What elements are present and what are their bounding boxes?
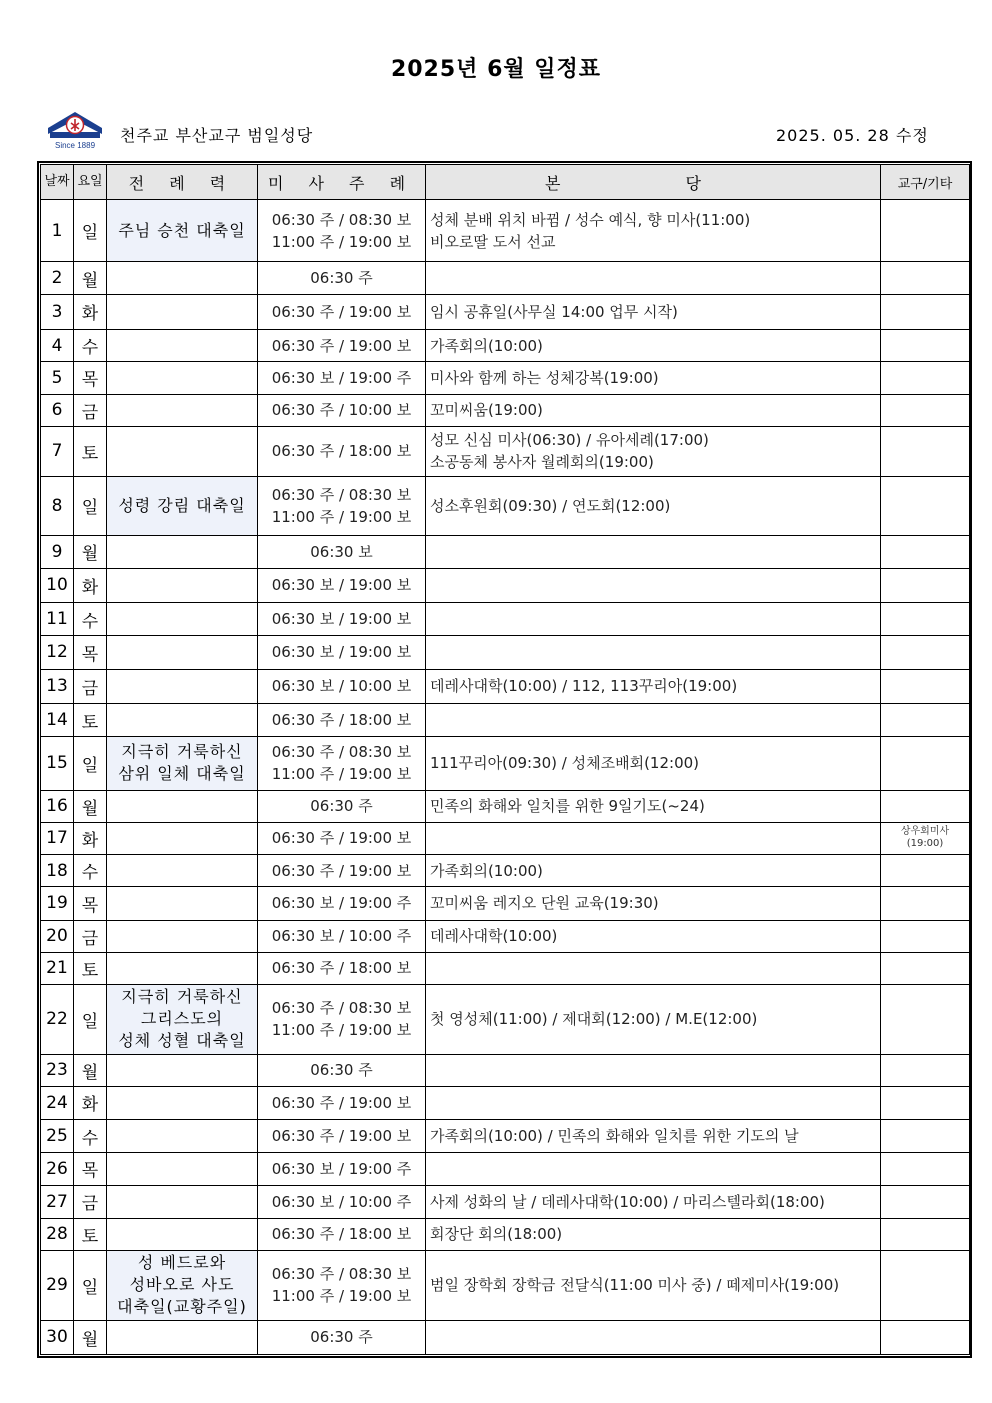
mass-line: 06:30 주 / 18:00 보 (271, 711, 412, 729)
main-line: 성모 신심 미사(06:30) / 유아세례(17:00) (430, 431, 709, 450)
parish-event-cell (426, 669, 881, 703)
diocese-event-cell (881, 603, 970, 636)
diocese-event-cell (881, 1218, 970, 1250)
parish-event-cell (426, 535, 881, 568)
mass-cell (258, 737, 426, 790)
table-row (41, 200, 970, 262)
weekday-cell: 월 (74, 1320, 107, 1354)
mass-line: 06:30 보 (310, 542, 373, 561)
liturgy-cell (107, 1086, 258, 1119)
table-row (41, 985, 970, 1055)
parish-event-cell (426, 1120, 881, 1153)
mass-cell (258, 1120, 426, 1153)
main-line: 성소후원회(09:30) / 연도회(12:00) (430, 496, 671, 515)
mass-cell (258, 1320, 426, 1354)
table-row (41, 636, 970, 669)
table-row (41, 669, 970, 703)
mass-line: 06:30 주 / 10:00 보 (271, 401, 412, 420)
day-cell: 13 (41, 669, 74, 703)
day-cell: 9 (41, 535, 74, 568)
main-line: 111꾸리아(09:30) / 성체조배회(12:00) (430, 754, 700, 773)
liturgy-cell (107, 952, 258, 984)
parish-event-cell (426, 1251, 881, 1321)
diocese-event-cell (881, 394, 970, 426)
main-line: 비오로딸 도서 선교 (430, 232, 556, 251)
schedule-table (40, 164, 970, 1355)
diocese-event-cell (881, 1251, 970, 1321)
day-cell: 25 (41, 1120, 74, 1153)
table-row (41, 394, 970, 426)
mass-cell (258, 887, 426, 920)
mass-line: 06:30 주 / 08:30 보 (271, 743, 412, 762)
day-cell: 8 (41, 477, 74, 535)
schedule-body (41, 200, 970, 1355)
mass-line: 11:00 주 / 19:00 보 (271, 1021, 412, 1040)
diocese-event-cell (881, 294, 970, 329)
page-title: 2025년 6월 일정표 (390, 57, 602, 82)
weekday-cell: 토 (74, 703, 107, 736)
mass-line: 06:30 주 / 18:00 보 (271, 442, 412, 461)
day-cell: 19 (41, 887, 74, 920)
table-row (41, 1054, 970, 1086)
schedule-table-frame (37, 161, 972, 1358)
header-liturgy: 전 례 력 (107, 165, 258, 200)
liturgy-cell (107, 1218, 258, 1250)
day-cell: 16 (41, 790, 74, 822)
mass-cell (258, 1218, 426, 1250)
weekday-cell: 목 (74, 1153, 107, 1185)
diocese-event-cell (881, 855, 970, 887)
weekday-cell: 금 (74, 1185, 107, 1218)
mass-line: 06:30 보 / 10:00 주 (271, 1192, 412, 1211)
liturgy-cell (107, 362, 258, 394)
main-line: 민족의 화해와 일치를 위한 9일기도(~24) (430, 797, 705, 816)
day-cell: 4 (41, 330, 74, 362)
table-row (41, 362, 970, 394)
table-row (41, 1218, 970, 1250)
day-cell: 28 (41, 1218, 74, 1250)
parish-event-cell (426, 1320, 881, 1354)
mass-line: 06:30 보 / 10:00 보 (271, 677, 412, 696)
mass-line: 06:30 주 (310, 1328, 373, 1347)
day-cell: 23 (41, 1054, 74, 1086)
liturgy-cell (107, 1120, 258, 1153)
liturgy-cell (107, 394, 258, 426)
mass-line: 06:30 보 / 19:00 주 (271, 894, 412, 913)
diocese-event-cell (881, 1185, 970, 1218)
mass-cell (258, 603, 426, 636)
day-cell: 14 (41, 703, 74, 736)
liturgy-line: 그리스도의 (140, 1009, 224, 1029)
weekday-cell: 수 (74, 603, 107, 636)
mass-line: 06:30 보 / 19:00 보 (271, 610, 412, 629)
mass-line: 11:00 주 / 19:00 보 (271, 507, 412, 526)
mass-cell (258, 636, 426, 669)
liturgy-cell (107, 737, 258, 790)
mass-line: 06:30 주 / 08:30 보 (271, 999, 412, 1018)
liturgy-cell (107, 426, 258, 476)
main-line: 첫 영성체(11:00) / 제대회(12:00) / M.E(12:00) (430, 1010, 758, 1029)
main-line: 사제 성화의 날 / 데레사대학(10:00) / 마리스텔라회(18:00) (430, 1192, 825, 1211)
liturgy-cell (107, 636, 258, 669)
mass-line: 06:30 보 / 19:00 주 (271, 368, 412, 387)
mass-cell (258, 822, 426, 854)
weekday-cell: 화 (74, 822, 107, 854)
mass-cell (258, 855, 426, 887)
parish-event-cell (426, 394, 881, 426)
liturgy-cell (107, 985, 258, 1055)
main-line: 회장단 회의(18:00) (430, 1225, 563, 1244)
mass-line: 06:30 주 / 19:00 보 (271, 861, 412, 880)
table-row (41, 790, 970, 822)
table-row (41, 535, 970, 568)
liturgy-line: 성바오로 사도 (129, 1275, 235, 1295)
liturgy-cell (107, 790, 258, 822)
mass-line: 06:30 주 (310, 1061, 373, 1080)
parish-event-cell (426, 1086, 881, 1119)
liturgy-cell (107, 330, 258, 362)
table-row (41, 1320, 970, 1354)
header-main: 본 당 (426, 165, 881, 200)
diocese-event-cell (881, 887, 970, 920)
day-cell: 12 (41, 636, 74, 669)
diocese-event-cell (881, 535, 970, 568)
diocese-event-cell (881, 426, 970, 476)
mass-cell (258, 920, 426, 952)
diocese-event-cell (881, 920, 970, 952)
mass-cell (258, 294, 426, 329)
parish-event-cell (426, 920, 881, 952)
weekday-cell: 월 (74, 1054, 107, 1086)
diocese-event-cell (881, 1153, 970, 1185)
diocese-event-cell (881, 477, 970, 535)
mass-cell (258, 1153, 426, 1185)
weekday-cell: 목 (74, 887, 107, 920)
mass-line: 06:30 보 / 19:00 보 (271, 576, 412, 595)
parish-logo (44, 108, 106, 150)
table-row (41, 822, 970, 854)
day-cell: 11 (41, 603, 74, 636)
liturgy-line: 삼위 일체 대축일 (118, 764, 246, 784)
day-cell: 15 (41, 737, 74, 790)
table-row (41, 703, 970, 736)
weekday-cell: 수 (74, 855, 107, 887)
diocese-event-cell (881, 703, 970, 736)
main-line: 임시 공휴일(사무실 14:00 업무 시작) (430, 302, 678, 321)
mass-line: 06:30 주 / 19:00 보 (271, 302, 412, 321)
day-cell: 21 (41, 952, 74, 984)
weekday-cell: 월 (74, 790, 107, 822)
parish-name: 천주교 부산교구 범일성당 (120, 126, 314, 145)
liturgy-cell (107, 703, 258, 736)
header-weekday: 요일 (74, 165, 107, 200)
parish-event-cell (426, 603, 881, 636)
liturgy-line: 대축일(교황주일) (117, 1297, 247, 1317)
mass-line: 06:30 보 / 19:00 주 (271, 1159, 412, 1178)
mass-cell (258, 1185, 426, 1218)
parish-event-cell (426, 1153, 881, 1185)
diocese-event-cell (881, 1086, 970, 1119)
day-cell: 7 (41, 426, 74, 476)
diocese-event-cell (881, 790, 970, 822)
table-row (41, 1120, 970, 1153)
liturgy-cell (107, 1320, 258, 1354)
weekday-cell: 토 (74, 952, 107, 984)
table-row (41, 1153, 970, 1185)
mass-cell (258, 330, 426, 362)
table-row (41, 737, 970, 790)
liturgy-line: 성령 강림 대축일 (118, 495, 246, 515)
mass-cell (258, 1251, 426, 1321)
day-cell: 17 (41, 822, 74, 854)
mass-line: 11:00 주 / 19:00 보 (271, 765, 412, 784)
liturgy-cell (107, 262, 258, 294)
weekday-cell: 화 (74, 1086, 107, 1119)
liturgy-cell (107, 1054, 258, 1086)
mass-cell (258, 394, 426, 426)
table-row (41, 855, 970, 887)
day-cell: 3 (41, 294, 74, 329)
liturgy-cell (107, 1185, 258, 1218)
liturgy-cell (107, 200, 258, 262)
table-row (41, 887, 970, 920)
diocese-event-cell (881, 636, 970, 669)
diocese-event-cell (881, 568, 970, 602)
day-cell: 30 (41, 1320, 74, 1354)
main-line: 데레사대학(10:00) (430, 927, 558, 946)
mass-cell (258, 535, 426, 568)
parish-event-cell (426, 855, 881, 887)
mass-cell (258, 1054, 426, 1086)
liturgy-cell (107, 887, 258, 920)
mass-line: 06:30 주 / 19:00 보 (271, 829, 412, 848)
liturgy-line: 성체 성혈 대축일 (118, 1031, 246, 1051)
parish-event-cell (426, 1054, 881, 1086)
table-row (41, 568, 970, 602)
liturgy-cell (107, 669, 258, 703)
mass-cell (258, 200, 426, 262)
mass-cell (258, 952, 426, 984)
mass-line: 06:30 주 (310, 797, 373, 816)
mass-cell (258, 985, 426, 1055)
main-line: 꼬미씨움(19:00) (430, 401, 543, 420)
parish-event-cell (426, 952, 881, 984)
day-cell: 5 (41, 362, 74, 394)
weekday-cell: 일 (74, 985, 107, 1055)
diocese-event-cell (881, 1320, 970, 1354)
table-row (41, 952, 970, 984)
weekday-cell: 일 (74, 477, 107, 535)
main-line: 가족회의(10:00) (430, 861, 543, 880)
parish-event-cell (426, 362, 881, 394)
table-row (41, 477, 970, 535)
liturgy-line: 지극히 거룩하신 (121, 742, 243, 762)
parish-event-cell (426, 330, 881, 362)
parish-event-cell (426, 822, 881, 854)
table-row (41, 330, 970, 362)
parish-event-cell (426, 426, 881, 476)
mass-cell (258, 426, 426, 476)
etc-line: 상우회미사 (900, 826, 950, 838)
mass-cell (258, 262, 426, 294)
weekday-cell: 화 (74, 294, 107, 329)
day-cell: 10 (41, 568, 74, 602)
table-row (41, 1086, 970, 1119)
header-day: 날짜 (41, 165, 74, 200)
liturgy-cell (107, 535, 258, 568)
diocese-event-cell (881, 985, 970, 1055)
weekday-cell: 토 (74, 1218, 107, 1250)
parish-event-cell (426, 1218, 881, 1250)
liturgy-cell (107, 477, 258, 535)
weekday-cell: 금 (74, 394, 107, 426)
header-etc: 교구/기타 (881, 165, 970, 200)
liturgy-cell (107, 568, 258, 602)
revision-date: 2025. 05. 28 수정 (776, 126, 929, 145)
table-row (41, 262, 970, 294)
mass-line: 06:30 주 / 19:00 보 (271, 1093, 412, 1112)
diocese-event-cell (881, 262, 970, 294)
liturgy-line: 주님 승천 대축일 (118, 220, 246, 240)
main-line: 꼬미씨움 레지오 단원 교육(19:30) (430, 894, 659, 913)
main-line: 성체 분배 위치 바뀜 / 성수 예식, 향 미사(11:00) (430, 210, 751, 229)
mass-cell (258, 477, 426, 535)
mass-line: 06:30 주 / 08:30 보 (271, 210, 412, 229)
table-header-row (41, 165, 970, 200)
liturgy-cell (107, 920, 258, 952)
weekday-cell: 목 (74, 636, 107, 669)
day-cell: 2 (41, 262, 74, 294)
table-row (41, 294, 970, 329)
liturgy-cell (107, 294, 258, 329)
parish-event-cell (426, 477, 881, 535)
main-line: 데레사대학(10:00) / 112, 113꾸리아(19:00) (430, 677, 738, 696)
mass-cell (258, 669, 426, 703)
mass-line: 06:30 주 / 19:00 보 (271, 1127, 412, 1146)
diocese-event-cell (881, 669, 970, 703)
liturgy-cell (107, 603, 258, 636)
liturgy-line: 성 베드로와 (137, 1253, 227, 1273)
weekday-cell: 목 (74, 362, 107, 394)
day-cell: 18 (41, 855, 74, 887)
day-cell: 27 (41, 1185, 74, 1218)
diocese-event-cell (881, 330, 970, 362)
header-mass: 미 사 주 례 (258, 165, 426, 200)
diocese-event-cell (881, 200, 970, 262)
diocese-event-cell (881, 822, 970, 854)
weekday-cell: 금 (74, 920, 107, 952)
main-line: 소공동체 봉사자 월례회의(19:00) (430, 453, 654, 472)
mass-line: 06:30 보 / 10:00 주 (271, 927, 412, 946)
main-line: 범일 장학회 장학금 전달식(11:00 미사 중) / 떼제미사(19:00) (430, 1276, 840, 1295)
weekday-cell: 수 (74, 330, 107, 362)
day-cell: 6 (41, 394, 74, 426)
day-cell: 20 (41, 920, 74, 952)
mass-cell (258, 362, 426, 394)
mass-cell (258, 703, 426, 736)
parish-event-cell (426, 790, 881, 822)
table-row (41, 603, 970, 636)
parish-event-cell (426, 294, 881, 329)
mass-line: 06:30 주 / 08:30 보 (271, 485, 412, 504)
parish-event-cell (426, 568, 881, 602)
mass-line: 11:00 주 / 19:00 보 (271, 232, 412, 251)
parish-event-cell (426, 1185, 881, 1218)
diocese-event-cell (881, 1054, 970, 1086)
parish-event-cell (426, 200, 881, 262)
weekday-cell: 일 (74, 200, 107, 262)
weekday-cell: 월 (74, 262, 107, 294)
weekday-cell: 일 (74, 737, 107, 790)
diocese-event-cell (881, 362, 970, 394)
parish-event-cell (426, 636, 881, 669)
liturgy-line: 지극히 거룩하신 (121, 987, 243, 1007)
diocese-event-cell (881, 952, 970, 984)
mass-line: 06:30 주 (310, 269, 373, 288)
weekday-cell: 월 (74, 535, 107, 568)
mass-line: 06:30 주 / 18:00 보 (271, 959, 412, 978)
main-line: 미사와 함께 하는 성체강복(19:00) (430, 368, 659, 387)
weekday-cell: 토 (74, 426, 107, 476)
table-row (41, 1185, 970, 1218)
table-row (41, 920, 970, 952)
liturgy-cell (107, 1153, 258, 1185)
weekday-cell: 수 (74, 1120, 107, 1153)
day-cell: 29 (41, 1251, 74, 1321)
mass-line: 06:30 보 / 19:00 보 (271, 643, 412, 662)
day-cell: 1 (41, 200, 74, 262)
liturgy-cell (107, 822, 258, 854)
diocese-event-cell (881, 737, 970, 790)
mass-cell (258, 790, 426, 822)
mass-line: 06:30 주 / 18:00 보 (271, 1225, 412, 1244)
liturgy-cell (107, 855, 258, 887)
day-cell: 22 (41, 985, 74, 1055)
day-cell: 24 (41, 1086, 74, 1119)
main-line: 가족회의(10:00) (430, 336, 543, 355)
parish-event-cell (426, 737, 881, 790)
table-row (41, 1251, 970, 1321)
mass-cell (258, 1086, 426, 1119)
mass-line: 11:00 주 / 19:00 보 (271, 1287, 412, 1306)
etc-line: (19:00) (906, 838, 944, 850)
day-cell: 26 (41, 1153, 74, 1185)
mass-cell (258, 568, 426, 602)
liturgy-cell (107, 1251, 258, 1321)
main-line: 가족회의(10:00) / 민족의 화해와 일치를 위한 기도의 날 (430, 1127, 799, 1146)
logo-caption: Since 1889 (54, 141, 96, 150)
diocese-event-cell (881, 1120, 970, 1153)
weekday-cell: 일 (74, 1251, 107, 1321)
weekday-cell: 화 (74, 568, 107, 602)
weekday-cell: 금 (74, 669, 107, 703)
parish-event-cell (426, 262, 881, 294)
parish-event-cell (426, 985, 881, 1055)
mass-line: 06:30 주 / 19:00 보 (271, 336, 412, 355)
table-row (41, 426, 970, 476)
mass-line: 06:30 주 / 08:30 보 (271, 1265, 412, 1284)
parish-event-cell (426, 703, 881, 736)
parish-event-cell (426, 887, 881, 920)
